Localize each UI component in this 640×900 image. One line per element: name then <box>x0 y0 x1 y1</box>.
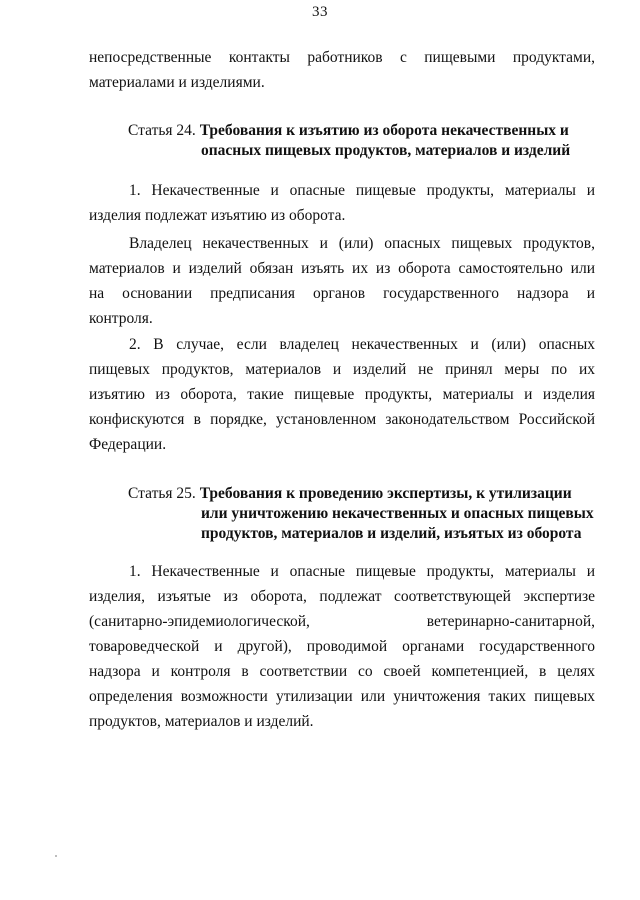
article-title-line: Требования к изъятию из оборота некачественных и <box>199 122 569 139</box>
scan-speck <box>55 855 57 857</box>
text-line: надзора и контроля в соответствии со своей компетенцией, в целях <box>89 663 595 680</box>
article-label: Статья 24. <box>128 122 196 139</box>
article-label: Статья 25. <box>128 485 196 502</box>
article-25-heading <box>128 484 594 544</box>
text-line: пищевых продуктов, материалов и изделий не принял меры по их <box>89 361 595 378</box>
text-line: (санитарно-эпидемиологической, ветеринарно-санитарной, <box>89 613 595 630</box>
text-line: определения возможности утилизации или уничтожения таких пищевых <box>89 688 595 705</box>
text-line: на основании предписания органов государственного надзора и <box>89 285 595 302</box>
text-line: Федерации. <box>89 436 167 453</box>
text-line: Владелец некачественных и (или) опасных пищевых продуктов, <box>129 235 595 252</box>
text-line: изделия, изъятые из оборота, подлежат соответствующей экспертизе <box>89 588 595 605</box>
article-24-heading <box>128 121 570 161</box>
article-title-line: или уничтожению некачественных и опасных пищевых <box>201 505 594 522</box>
text-line: 2. В случае, если владелец некачественных и (или) опасных <box>129 336 595 353</box>
article-24-paragraph-3 <box>89 332 595 457</box>
text-line: изделия подлежат изъятию из оборота. <box>89 207 346 224</box>
continuation-paragraph <box>89 45 595 95</box>
text-line: продуктов, материалов и изделий. <box>89 713 314 730</box>
text-line: 1. Некачественные и опасные пищевые продукты, материалы и <box>129 563 595 580</box>
text-line: контроля. <box>89 310 153 327</box>
heading-line <box>128 484 594 504</box>
page-number: 33 <box>312 4 328 20</box>
heading-line <box>128 121 570 141</box>
text-line: товароведческой и другой), проводимой органами государственного <box>89 638 595 655</box>
text-line: 1. Некачественные и опасные пищевые продукты, материалы и <box>129 182 595 199</box>
text-line: материалов и изделий обязан изъять их из оборота самостоятельно или <box>89 260 595 277</box>
article-title-line: Требования к проведению экспертизы, к утилизации <box>199 485 572 502</box>
article-25-paragraph-1 <box>89 559 595 734</box>
article-title-line: опасных пищевых продуктов, материалов и изделий <box>201 142 571 159</box>
text-line: изъятию из оборота, такие пищевые продукты, материалы и изделия <box>89 386 595 403</box>
text-line: непосредственные контакты работников с пищевыми продуктами, <box>89 49 595 66</box>
article-title-line: продуктов, материалов и изделий, изъятых из оборота <box>201 525 582 542</box>
text-line: конфискуются в порядке, установленном законодательством Российской <box>89 411 595 428</box>
article-24-paragraph-1 <box>89 178 595 228</box>
article-24-paragraph-2 <box>89 231 595 331</box>
text-line: материалами и изделиями. <box>89 74 265 91</box>
